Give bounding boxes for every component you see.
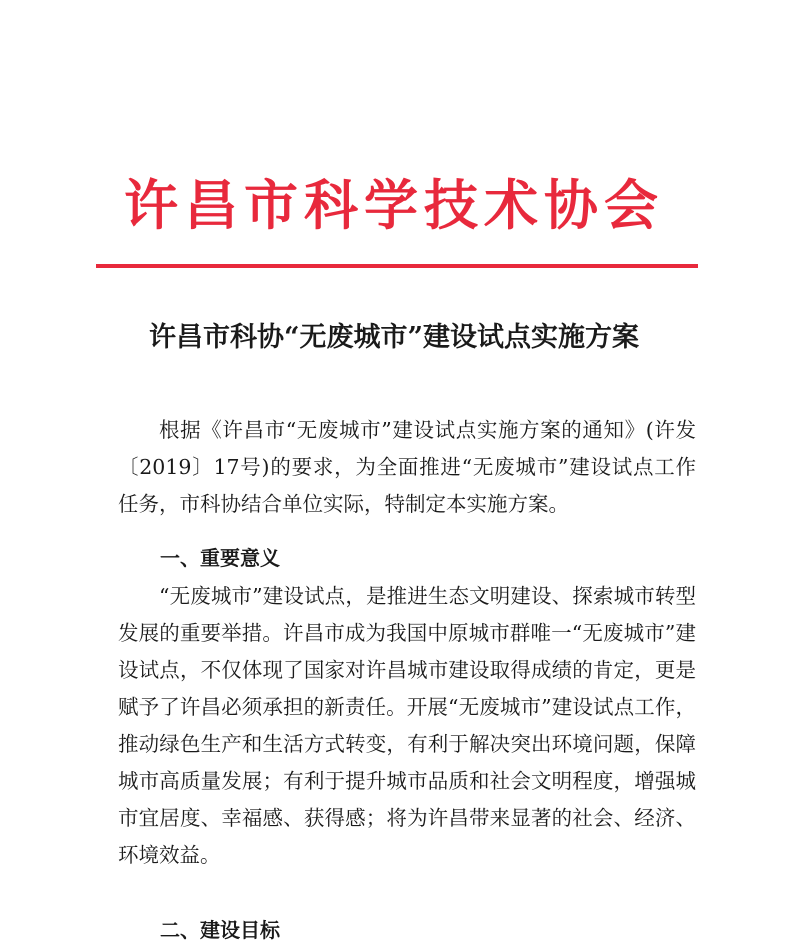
section-heading-significance: 一、重要意义 <box>160 546 280 570</box>
letterhead-organization-name: 许昌市科学技术协会 <box>124 173 664 237</box>
letterhead-red-rule <box>96 264 698 268</box>
document-title: 许昌市科协“无废城市”建设试点实施方案 <box>148 322 640 353</box>
section-heading-goals: 二、建设目标 <box>160 918 280 942</box>
significance-paragraph: “无废城市”建设试点，是推进生态文明建设、探索城市转型发展的重要举措。许昌市成为我国中原城市群唯一“无废城市”建设试点，不仅体现了国家对许昌城市建设取得成绩的肯定，更是赋予了许昌必须承担的新责任。开展“无废城市”建设试点工作，推动绿色生产和生活方式转变，有利于解决突出环境问题，保障城市高质量发展；有利于提升城市品质和社会文明程度，增强城市宜居度、幸福感、获得感；将为许昌带来显著的社会、经济、环境效益。 <box>118 584 696 867</box>
intro-paragraph: 根据《许昌市“无废城市”建设试点实施方案的通知》(许发〔2019〕17号)的要求，为全面推进“无废城市”建设试点工作任务，市科协结合单位实际，特制定本实施方案。 <box>118 418 696 516</box>
